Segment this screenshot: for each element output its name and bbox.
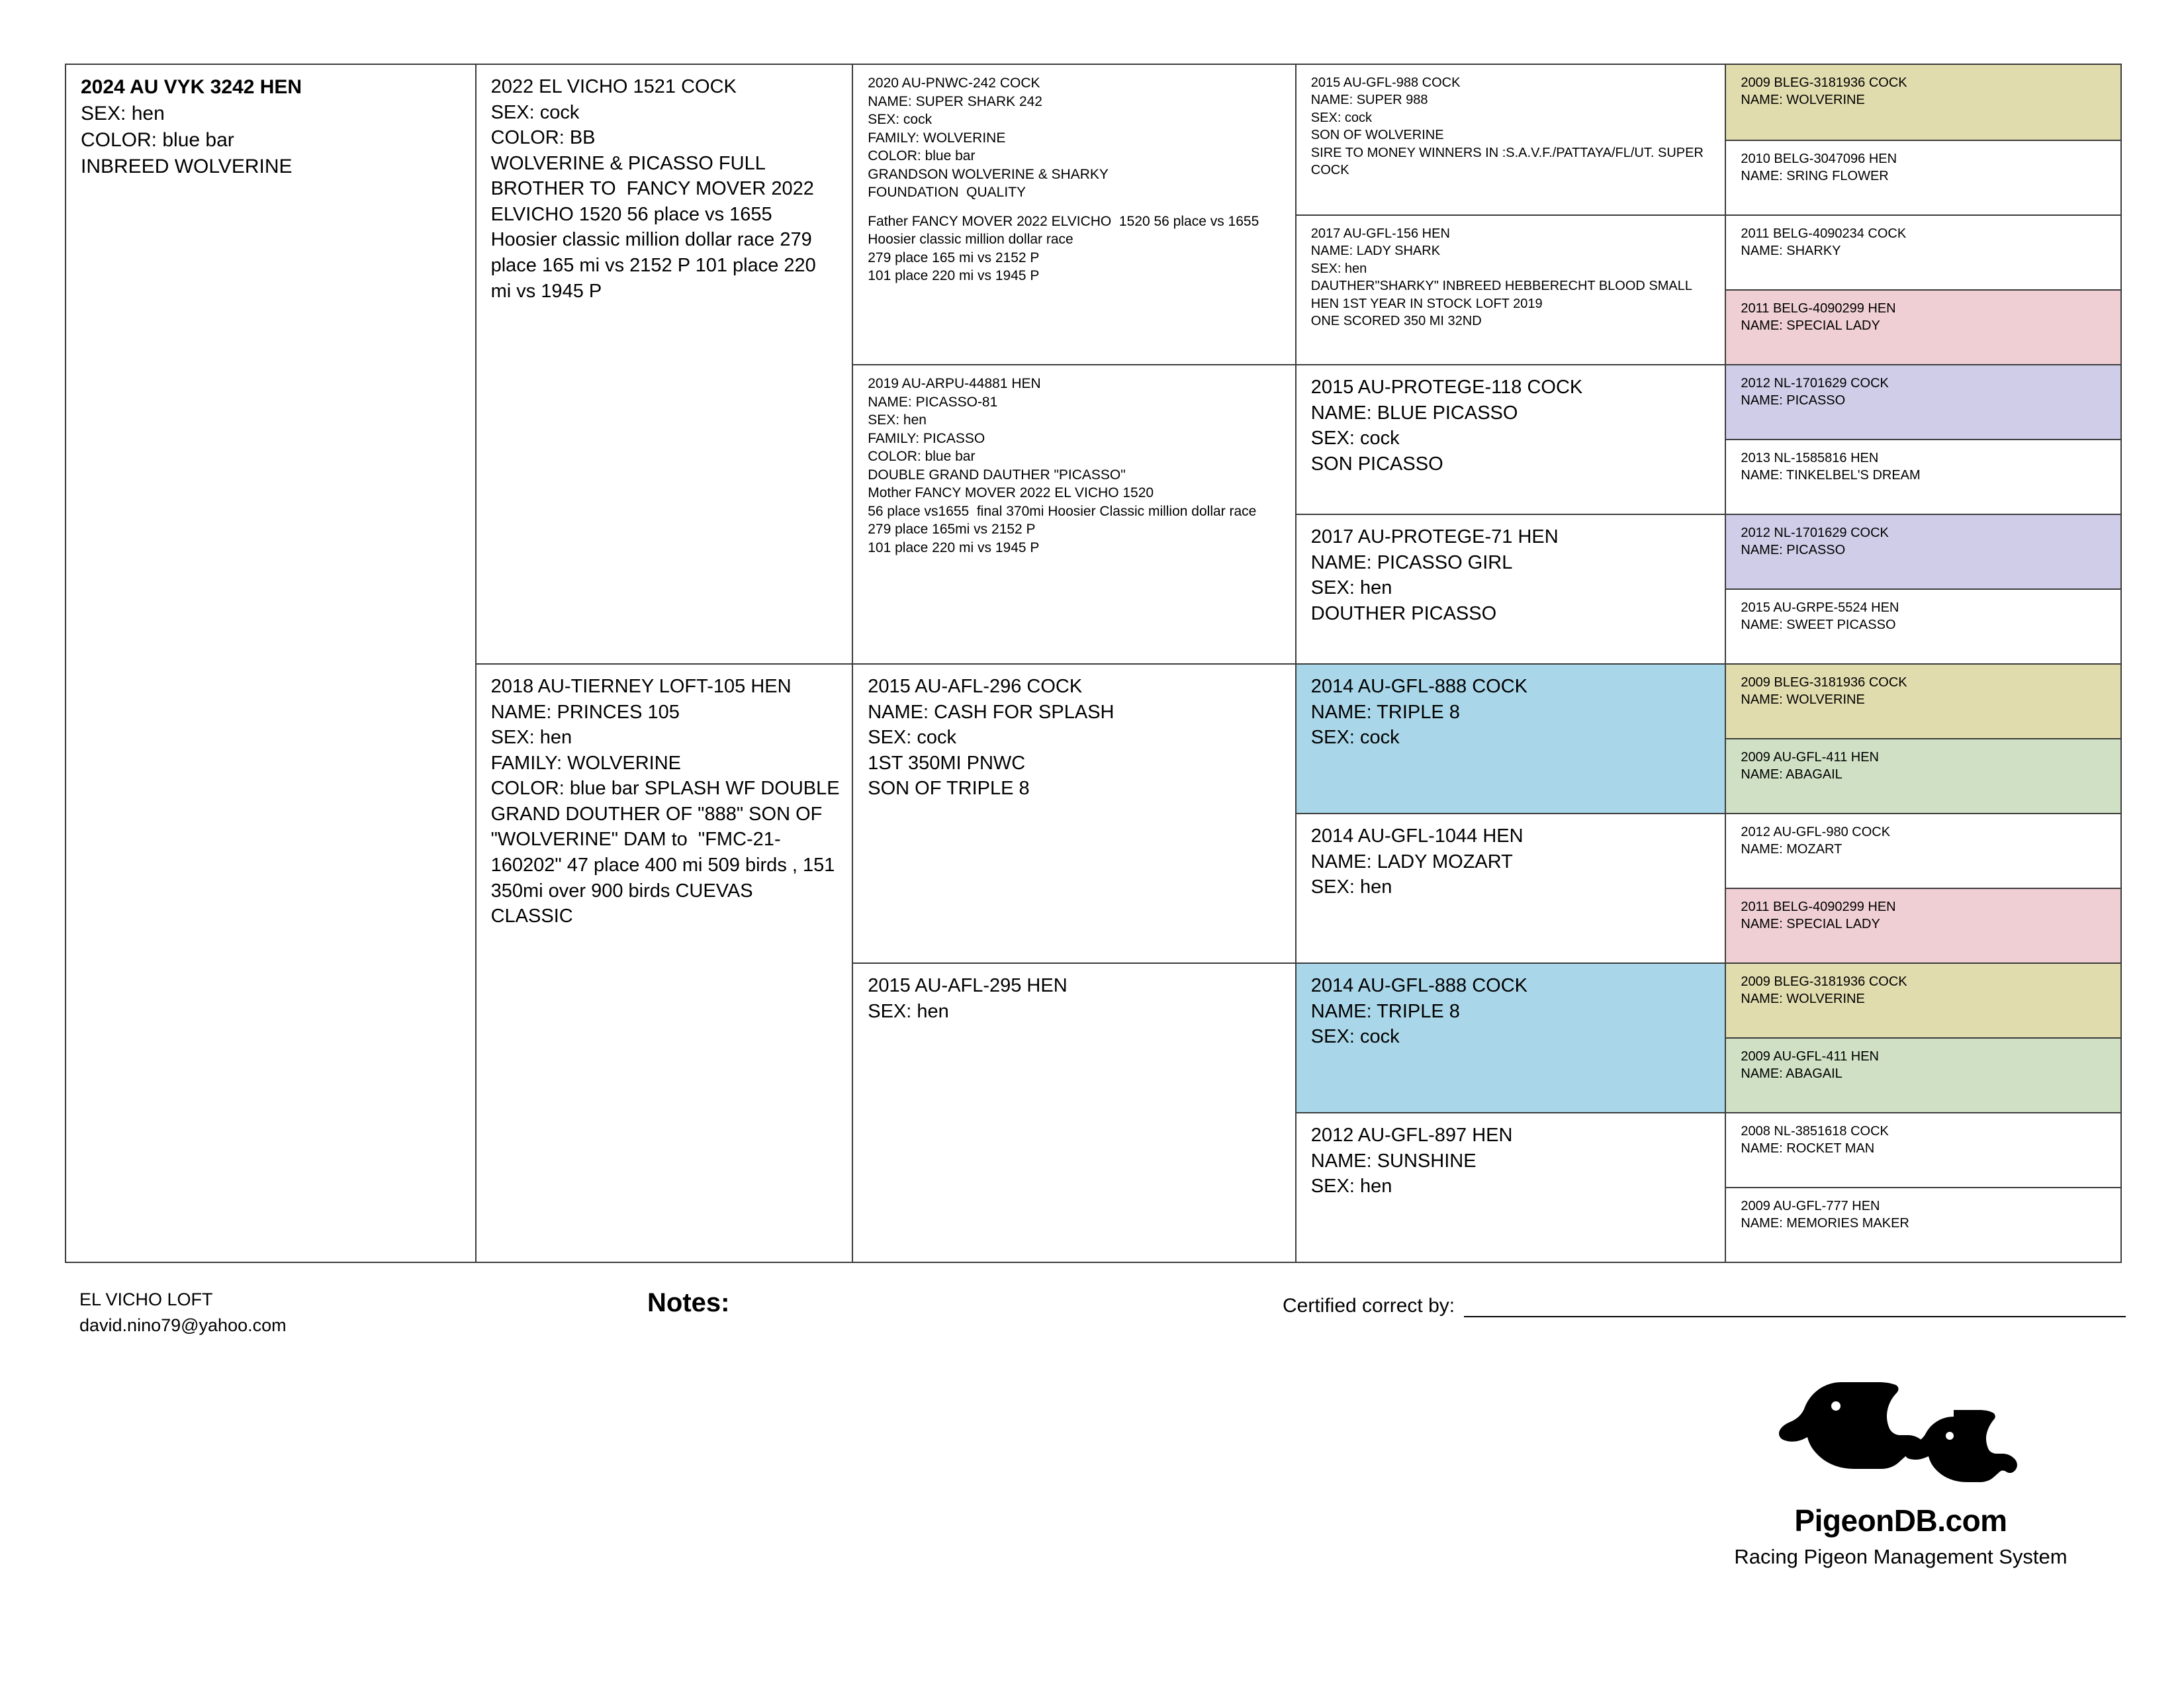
bird-sex: SEX: hen: [1310, 261, 1367, 276]
bird-name: NAME: TRIPLE 8: [1310, 701, 1460, 723]
bird-note-1: SON OF WOLVERINE: [1310, 128, 1444, 143]
sire-ring-number: 2022 EL VICHO 1521 COCK: [490, 76, 737, 97]
grandparent-card[interactable]: [853, 962, 1295, 1262]
notes-label: Notes:: [647, 1288, 730, 1317]
certified-correct-by: [1283, 1295, 2126, 1317]
ring-number: 2012 NL-1701629 COCK: [1741, 376, 1889, 391]
bird-name: NAME: ABAGAIL: [1741, 767, 1843, 782]
bird-name: NAME: LADY MOZART: [1310, 851, 1513, 872]
ring-number: 2015 AU-AFL-295 HEN: [868, 975, 1068, 996]
bird-name: NAME: SWEET PICASSO: [1741, 618, 1896, 633]
ring-number: 2009 BLEG-3181936 COCK: [1741, 974, 1907, 989]
gg-grandparent-card[interactable]: [1726, 1187, 2120, 1262]
bird-name: NAME: PICASSO GIRL: [1310, 551, 1513, 573]
dam-family: FAMILY: WOLVERINE: [490, 752, 681, 774]
great-grandparent-card[interactable]: [1297, 364, 1725, 514]
great-grandparent-card[interactable]: [1297, 214, 1725, 364]
certified-label: Certified correct by:: [1283, 1295, 1455, 1317]
ring-number: 2012 NL-1701629 COCK: [1741, 526, 1889, 540]
bird-name: NAME: SPECIAL LADY: [1741, 318, 1880, 334]
branding: [1669, 1358, 2132, 1569]
ring-number: 2009 BLEG-3181936 COCK: [1741, 675, 1907, 690]
great-grandparent-card[interactable]: [1297, 65, 1725, 214]
subject-sex: SEX: hen: [81, 102, 165, 124]
generation-3-column: [853, 65, 1297, 1262]
bird-note-2: Mother FANCY MOVER 2022 EL VICHO 1520: [868, 485, 1154, 500]
ring-number: 2011 BELG-4090299 HEN: [1741, 900, 1896, 914]
dam-ring-number: 2018 AU-TIERNEY LOFT-105 HEN: [490, 676, 792, 697]
sire-card[interactable]: [477, 65, 852, 663]
subject-note: INBREED WOLVERINE: [81, 155, 293, 177]
great-grandparent-card[interactable]: [1297, 1112, 1725, 1262]
bird-name: NAME: CASH FOR SPLASH: [868, 701, 1115, 723]
gg-grandparent-card[interactable]: [1726, 439, 2120, 514]
ring-number: 2012 AU-GFL-980 COCK: [1741, 825, 1891, 839]
bird-sex: SEX: cock: [1310, 110, 1373, 125]
pedigree-chart: [65, 64, 2122, 1263]
bird-name: NAME: PICASSO: [1741, 393, 1846, 408]
ring-number: 2017 AU-GFL-156 HEN: [1310, 226, 1450, 241]
gg-grandparent-card[interactable]: [1726, 962, 2120, 1037]
generation-1-column: [66, 65, 477, 1262]
ring-number: 2008 NL-3851618 COCK: [1741, 1124, 1889, 1139]
ring-number: 2014 AU-GFL-1044 HEN: [1310, 825, 1524, 847]
bird-sex: SEX: hen: [1310, 577, 1392, 599]
pigeon-logo-icon: [1669, 1358, 2132, 1497]
sire-notes: WOLVERINE & PICASSO FULL BROTHER TO FANCY MOVER 2022 ELVICHO 1520 56 place vs 1655 Hoosier classic million dollar race 279 place 165 mi vs 2152 P 101 place 220 mi vs 1945 P: [490, 152, 821, 302]
loft-info: [79, 1287, 287, 1338]
ring-number: 2013 NL-1585816 HEN: [1741, 451, 1879, 465]
bird-note-2: SIRE TO MONEY WINNERS IN :S.A.V.F./PATTAYA/FL/UT. SUPER COCK: [1310, 145, 1707, 177]
bird-sex: SEX: hen: [868, 1000, 949, 1022]
ring-number: 2015 AU-GFL-988 COCK: [1310, 75, 1461, 90]
subject-color: COLOR: blue bar: [81, 128, 234, 151]
bird-name: NAME: WOLVERINE: [1741, 992, 1865, 1007]
dam-notes: COLOR: blue bar SPLASH WF DOUBLE GRAND DOUTHER OF "888" SON OF "WOLVERINE" DAM to "FMC-21-160202" 47 place 400 mi 509 birds , 151 350mi over 900 birds CUEVAS CLASSIC: [490, 778, 845, 927]
bird-note-5: 101 place 220 mi vs 1945 P: [868, 539, 1040, 555]
ring-number: 2014 AU-GFL-888 COCK: [1310, 676, 1527, 697]
bird-note-1: SON PICASSO: [1310, 453, 1443, 475]
gg-grandparent-card[interactable]: [1726, 140, 2120, 214]
signature-line[interactable]: [1464, 1296, 2126, 1317]
gg-grandparent-card[interactable]: [1726, 1112, 2120, 1187]
bird-name: NAME: MEMORIES MAKER: [1741, 1216, 1909, 1231]
bird-sex: SEX: cock: [1310, 1026, 1400, 1048]
brand-subtitle: Racing Pigeon Management System: [1734, 1545, 2068, 1568]
generation-2-column: [477, 65, 854, 1262]
bird-name: NAME: BLUE PICASSO: [1310, 402, 1518, 424]
ring-number: 2012 AU-GFL-897 HEN: [1310, 1125, 1513, 1146]
ring-number: 2015 AU-AFL-296 COCK: [868, 676, 1083, 697]
bird-name: NAME: SRING FLOWER: [1741, 169, 1889, 184]
bird-note-2: SON OF TRIPLE 8: [868, 778, 1030, 800]
ring-number: 2019 AU-ARPU-44881 HEN: [868, 376, 1041, 391]
dam-card[interactable]: [477, 663, 852, 1262]
gg-grandparent-card[interactable]: [1726, 214, 2120, 289]
ring-number: 2017 AU-PROTEGE-71 HEN: [1310, 526, 1559, 547]
sire-sex: SEX: cock: [490, 101, 580, 123]
ring-number: 2014 AU-GFL-888 COCK: [1310, 975, 1527, 996]
bird-name: NAME: PICASSO: [1741, 543, 1846, 558]
ring-number: 2011 BELG-4090299 HEN: [1741, 301, 1896, 316]
gg-grandparent-card[interactable]: [1726, 663, 2120, 738]
bird-name: NAME: TRIPLE 8: [1310, 1000, 1460, 1022]
bird-note-3: Father FANCY MOVER 2022 ELVICHO 1520 56 place vs 1655 Hoosier classic million dollar race: [868, 213, 1263, 247]
gg-grandparent-card[interactable]: [1726, 65, 2120, 140]
great-grandparent-card[interactable]: [1297, 663, 1725, 813]
subject-ring-number: 2024 AU VYK 3242 HEN: [81, 76, 302, 98]
gg-grandparent-card[interactable]: [1726, 888, 2120, 962]
bird-note-4: 279 place 165mi vs 2152 P: [868, 522, 1036, 537]
bird-note-1: GRANDSON WOLVERINE & SHARKY: [868, 166, 1109, 182]
dam-name: NAME: PRINCES 105: [490, 701, 680, 723]
ring-number: 2009 BLEG-3181936 COCK: [1741, 75, 1907, 90]
bird-name: NAME: WOLVERINE: [1741, 692, 1865, 708]
bird-name: NAME: SUPER 988: [1310, 93, 1428, 108]
bird-sex: SEX: cock: [1310, 727, 1400, 749]
bird-sex: SEX: cock: [868, 727, 957, 749]
grandparent-card[interactable]: [853, 65, 1295, 364]
bird-sex: SEX: hen: [1310, 876, 1392, 898]
sire-color: COLOR: BB: [490, 127, 596, 149]
bird-name: NAME: TINKELBEL'S DREAM: [1741, 468, 1921, 483]
ring-number: 2010 BELG-3047096 HEN: [1741, 152, 1897, 166]
bird-note-1: DOUTHER PICASSO: [1310, 602, 1497, 624]
gg-grandparent-card[interactable]: [1726, 813, 2120, 888]
ring-number: 2015 AU-PROTEGE-118 COCK: [1310, 377, 1583, 398]
dam-sex: SEX: hen: [490, 727, 572, 749]
loft-email: david.nino79@yahoo.com: [79, 1315, 287, 1336]
bird-name: NAME: SPECIAL LADY: [1741, 917, 1880, 932]
generation-4-column: [1297, 65, 1727, 1262]
subject-card[interactable]: [66, 65, 475, 1262]
bird-note-3: 56 place vs1655 final 370mi Hoosier Classic million dollar race: [868, 503, 1257, 519]
great-grandparent-card[interactable]: [1297, 962, 1725, 1112]
spacer: [868, 202, 1283, 212]
footer: [65, 1271, 2122, 1350]
bird-name: NAME: SUNSHINE: [1310, 1150, 1477, 1172]
bird-note-1: DAUTHER"SHARKY" INBREED HEBBERECHT BLOOD SMALL HEN 1ST YEAR IN STOCK LOFT 2019: [1310, 279, 1696, 311]
bird-note-1: DOUBLE GRAND DAUTHER "PICASSO": [868, 467, 1126, 483]
bird-name: NAME: PICASSO-81: [868, 394, 998, 410]
bird-color: COLOR: blue bar: [868, 449, 976, 464]
bird-note-4: 279 place 165 mi vs 2152 P: [868, 250, 1040, 265]
brand-title: PigeonDB.com: [1794, 1503, 2007, 1538]
ring-number: 2020 AU-PNWC-242 COCK: [868, 75, 1040, 91]
gg-grandparent-card[interactable]: [1726, 289, 2120, 364]
bird-note-5: 101 place 220 mi vs 1945 P: [868, 268, 1040, 283]
grandparent-card[interactable]: [853, 663, 1295, 962]
grandparent-card[interactable]: [853, 364, 1295, 663]
bird-name: NAME: SHARKY: [1741, 244, 1841, 259]
bird-family: FAMILY: PICASSO: [868, 430, 985, 446]
bird-note-1: 1ST 350MI PNWC: [868, 752, 1026, 774]
great-grandparent-card[interactable]: [1297, 514, 1725, 663]
bird-note-2: ONE SCORED 350 MI 32ND: [1310, 313, 1482, 328]
generation-5-column: [1726, 65, 2120, 1262]
bird-family: FAMILY: WOLVERINE: [868, 130, 1006, 146]
bird-color: COLOR: blue bar: [868, 148, 976, 164]
gg-grandparent-card[interactable]: [1726, 364, 2120, 439]
bird-name: NAME: LADY SHARK: [1310, 244, 1441, 259]
bird-name: NAME: ROCKET MAN: [1741, 1141, 1875, 1156]
bird-name: NAME: ABAGAIL: [1741, 1066, 1843, 1082]
ring-number: 2009 AU-GFL-411 HEN: [1741, 1049, 1879, 1064]
ring-number: 2009 AU-GFL-777 HEN: [1741, 1199, 1880, 1213]
bird-name: NAME: WOLVERINE: [1741, 93, 1865, 108]
gg-grandparent-card[interactable]: [1726, 588, 2120, 663]
bird-name: NAME: MOZART: [1741, 842, 1843, 857]
ring-number: 2009 AU-GFL-411 HEN: [1741, 750, 1879, 765]
great-grandparent-card[interactable]: [1297, 813, 1725, 962]
gg-grandparent-card[interactable]: [1726, 738, 2120, 813]
gg-grandparent-card[interactable]: [1726, 514, 2120, 588]
bird-sex: SEX: cock: [868, 112, 933, 127]
ring-number: 2015 AU-GRPE-5524 HEN: [1741, 600, 1899, 615]
bird-name: NAME: SUPER SHARK 242: [868, 93, 1042, 109]
gg-grandparent-card[interactable]: [1726, 1037, 2120, 1112]
loft-name: EL VICHO LOFT: [79, 1289, 213, 1309]
ring-number: 2011 BELG-4090234 COCK: [1741, 226, 1907, 241]
bird-sex: SEX: cock: [1310, 428, 1400, 449]
bird-sex: SEX: hen: [868, 412, 927, 428]
bird-note-2: FOUNDATION QUALITY: [868, 185, 1026, 200]
bird-sex: SEX: hen: [1310, 1176, 1392, 1197]
